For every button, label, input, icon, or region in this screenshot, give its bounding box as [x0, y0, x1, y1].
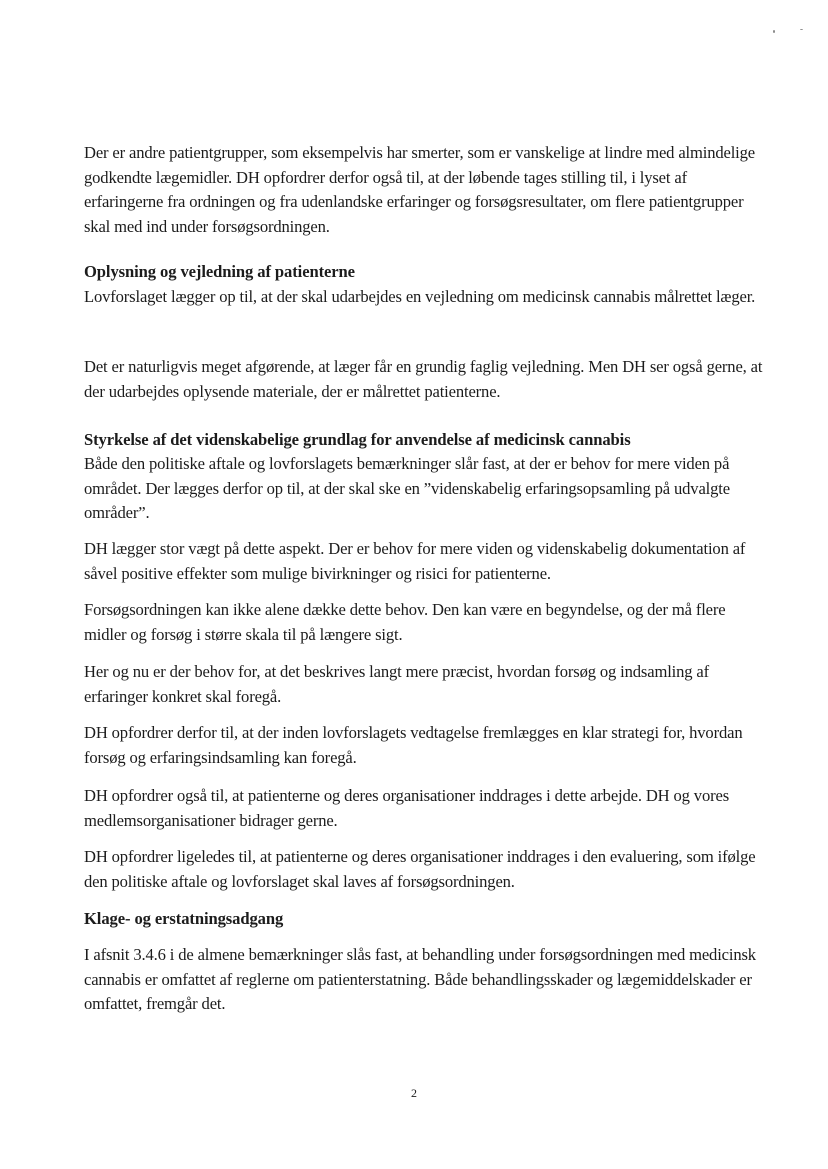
paragraph-involve-patients: DH opfordrer også til, at patienterne og deres organisationer inddrages i dette arbejde. DH og vores medlemsorganisationer bidrager gerne.	[84, 786, 729, 830]
heading-information-guidance: Oplysning og vejledning af patienterne	[84, 262, 355, 281]
scan-mark	[800, 29, 803, 30]
heading-scientific-basis: Styrkelse af det videnskabelige grundlag for anvendelse af medicinsk cannabis	[84, 430, 631, 449]
paragraph-here-and-now: Her og nu er der behov for, at det beskrives langt mere præcist, hvordan forsøg og indsamling af erfaringer konkret skal foregå.	[84, 662, 710, 706]
paragraph-evaluation: DH opfordrer ligeledes til, at patienterne og deres organisationer inddrages i den evaluering, som ifølge den politiske aftale og lovforslaget skal laves af forsøgsordningen.	[84, 847, 756, 891]
paragraph-patient-compensation: I afsnit 3.4.6 i de almene bemærkninger slås fast, at behandling under forsøgsordningen med medicinsk cannabis er omfattet af reglerne om patienterstatning. Både behandlingsskader og lægemiddelskader er omfattet, fremgår det.	[84, 945, 756, 1014]
paragraph-guidance-proposal: Lovforslaget lægger op til, at der skal udarbejdes en vejledning om medicinsk cannabis målrettet læger.	[84, 287, 756, 306]
paragraph-documentation: DH lægger stor vægt på dette aspekt. Der er behov for mere viden og videnskabelig dokumentation af såvel positive effekter som mulige bivirkninger og risici for patienterne.	[84, 539, 746, 583]
page-number: 2	[411, 1086, 417, 1100]
scan-mark	[773, 30, 775, 33]
paragraph-trial-scheme: Forsøgsordningen kan ikke alene dække dette behov. Den kan være en begyndelse, og der må flere midler og forsøg i større skala til på længere sigt.	[84, 600, 726, 644]
paragraph-political-agreement: Både den politiske aftale og lovforslagets bemærkninger slår fast, at der er behov for mere viden på området. Der lægges derfor op til, at der skal ske en ”videnskabelig erfaringsopsamling på udvalgte områder”.	[84, 454, 730, 523]
heading-complaints-compensation: Klage- og erstatningsadgang	[84, 909, 284, 928]
paragraph-doctor-guidance: Det er naturligvis meget afgørende, at læger får en grundig faglig vejledning. Men DH ser også gerne, at der udarbejdes oplysende materiale, der er målrettet patienterne.	[84, 357, 763, 401]
paragraph-strategy: DH opfordrer derfor til, at der inden lovforslagets vedtagelse fremlægges en klar strategi for, hvordan forsøg og erfaringsindsamling kan foregå.	[84, 723, 743, 767]
paragraph-other-patient-groups: Der er andre patientgrupper, som eksempelvis har smerter, som er vanskelige at lindre med almindelige godkendte lægemidler. DH opfordrer derfor også til, at der løbende tages stilling til, i lyset af erfaringerne fra ordningen og fra udenlandske erfaringer og forsøgsresultater, om flere patientgrupper skal med ind under forsøgsordningen.	[84, 143, 756, 236]
